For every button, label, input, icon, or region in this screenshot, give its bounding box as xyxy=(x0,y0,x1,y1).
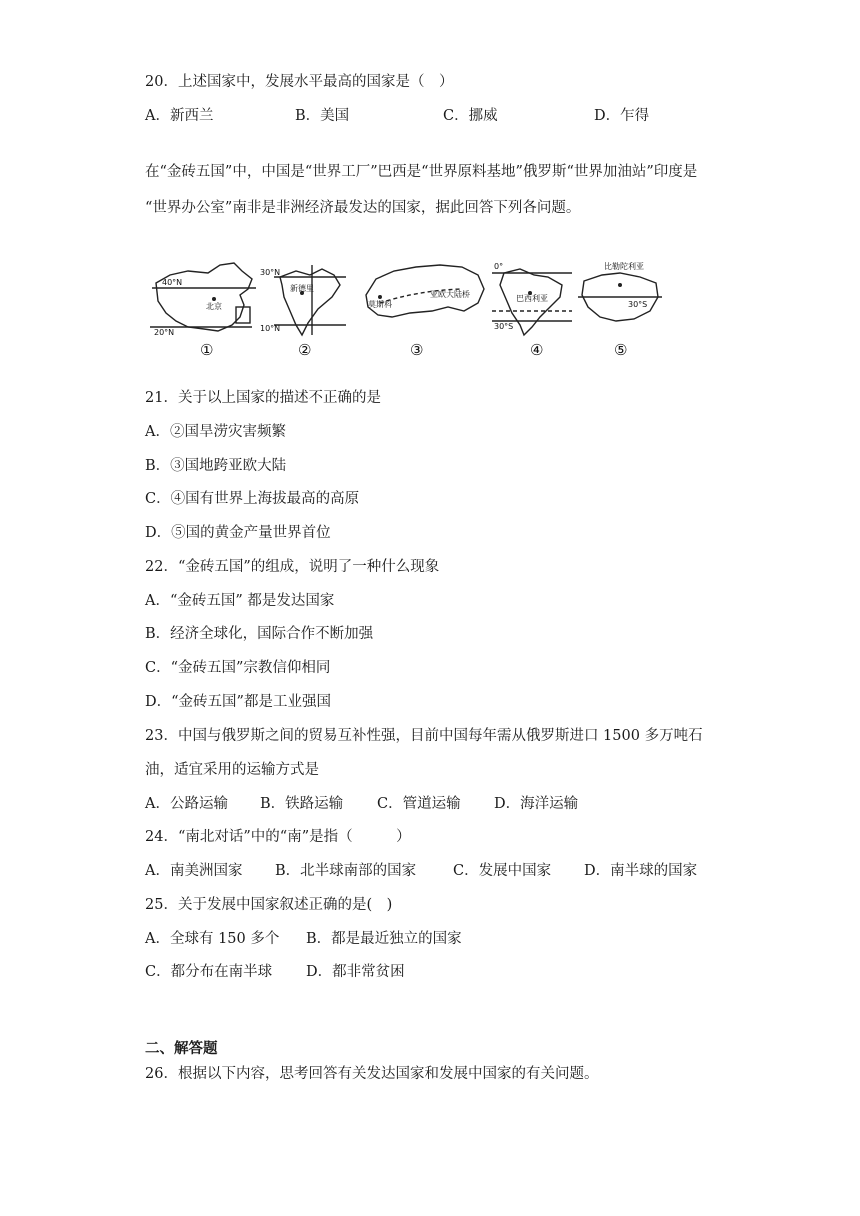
q20-option-c: C．挪威 xyxy=(443,108,498,124)
q22-option-c: C．“金砖五国”宗教信仰相同 xyxy=(145,660,331,676)
q25-option-b: B．都是最近独立的国家 xyxy=(306,931,462,947)
q23-option-a: A．公路运输 xyxy=(145,796,228,812)
intro-line-1: 在“金砖五国”中，中国是“世界工厂”巴西是“世界原料基地”俄罗斯“世界加油站”印度是 xyxy=(145,164,698,180)
q23-option-c: C．管道运输 xyxy=(377,796,461,812)
q23-stem-line-1: 23．中国与俄罗斯之间的贸易互补性强，目前中国每年需从俄罗斯进口 1500 多万吨石 xyxy=(145,728,703,744)
q23-stem-line-2: 油，适宜采用的运输方式是 xyxy=(145,762,319,778)
china-city-label: 北京 xyxy=(206,302,222,311)
q20-option-d: D．乍得 xyxy=(594,108,650,124)
china-map-outline xyxy=(156,263,252,331)
q21-stem: 21．关于以上国家的描述不正确的是 xyxy=(145,390,381,406)
q25-option-a: A．全球有 150 多个 xyxy=(145,931,280,947)
china-lat20-label: 20°N xyxy=(154,328,175,337)
q25-stem: 25．关于发展中国家叙述正确的是( ) xyxy=(145,897,393,913)
russia-rail-label: 亚欧大陆桥 xyxy=(430,290,470,299)
india-lat10-label: 10°N xyxy=(260,324,281,333)
q21-option-d: D．⑤国的黄金产量世界首位 xyxy=(145,525,331,541)
q24-option-a: A．南美洲国家 xyxy=(145,863,243,879)
india-lat30-label: 30°N xyxy=(260,268,281,277)
brazil-lat30-label: 30°S xyxy=(494,322,514,331)
q25-option-c: C．都分布在南半球 xyxy=(145,964,273,980)
q20-option-b: B．美国 xyxy=(295,108,350,124)
intro-line-2: “世界办公室”南非是非洲经济最发达的国家，据此回答下列各问题。 xyxy=(145,200,581,216)
q24-option-d: D．南半球的国家 xyxy=(584,863,698,879)
q22-option-b: B．经济全球化，国际合作不断加强 xyxy=(145,626,374,642)
map-number-2: ② xyxy=(298,341,312,359)
q21-option-b: B．③国地跨亚欧大陆 xyxy=(145,458,287,474)
brazil-city-label: 巴西利亚 xyxy=(516,294,548,303)
q22-stem: 22．“金砖五国”的组成，说明了一种什么现象 xyxy=(145,559,440,575)
china-lat40-label: 40°N xyxy=(162,278,183,287)
sa-lat30-label: 30°S xyxy=(628,300,648,309)
map-number-5: ⑤ xyxy=(614,341,628,359)
q25-option-d: D．都非常贫困 xyxy=(306,964,405,980)
q20-option-a: A．新西兰 xyxy=(145,108,214,124)
q26-stem: 26．根据以下内容，思考回答有关发达国家和发展中国家的有关问题。 xyxy=(145,1066,599,1082)
q23-option-d: D．海洋运输 xyxy=(494,796,579,812)
brazil-lat0-label: 0° xyxy=(494,262,504,271)
q21-option-c: C．④国有世界上海拔最高的高原 xyxy=(145,491,360,507)
map-number-4: ④ xyxy=(530,341,544,359)
q24-stem: 24．“南北对话”中的“南”是指（ ） xyxy=(145,829,411,845)
q20-stem: 20．上述国家中，发展水平最高的国家是（ ） xyxy=(145,74,454,90)
q24-option-b: B．北半球南部的国家 xyxy=(275,863,417,879)
q21-option-a: A．②国旱涝灾害频繁 xyxy=(145,424,286,440)
q23-option-b: B．铁路运输 xyxy=(260,796,344,812)
brics-maps-figure xyxy=(148,255,668,360)
q22-option-d: D．“金砖五国”都是工业强国 xyxy=(145,694,331,710)
section-title: 二、解答题 xyxy=(145,1040,218,1057)
india-city-label: 新德里 xyxy=(290,284,314,293)
sa-city-label: 比勒陀利亚 xyxy=(604,262,644,271)
map-number-3: ③ xyxy=(410,341,424,359)
russia-city-label: 莫斯科 xyxy=(368,300,392,309)
map-number-1: ① xyxy=(200,341,214,359)
q22-option-a: A．“金砖五国” 都是发达国家 xyxy=(145,593,335,609)
q24-option-c: C．发展中国家 xyxy=(453,863,552,879)
